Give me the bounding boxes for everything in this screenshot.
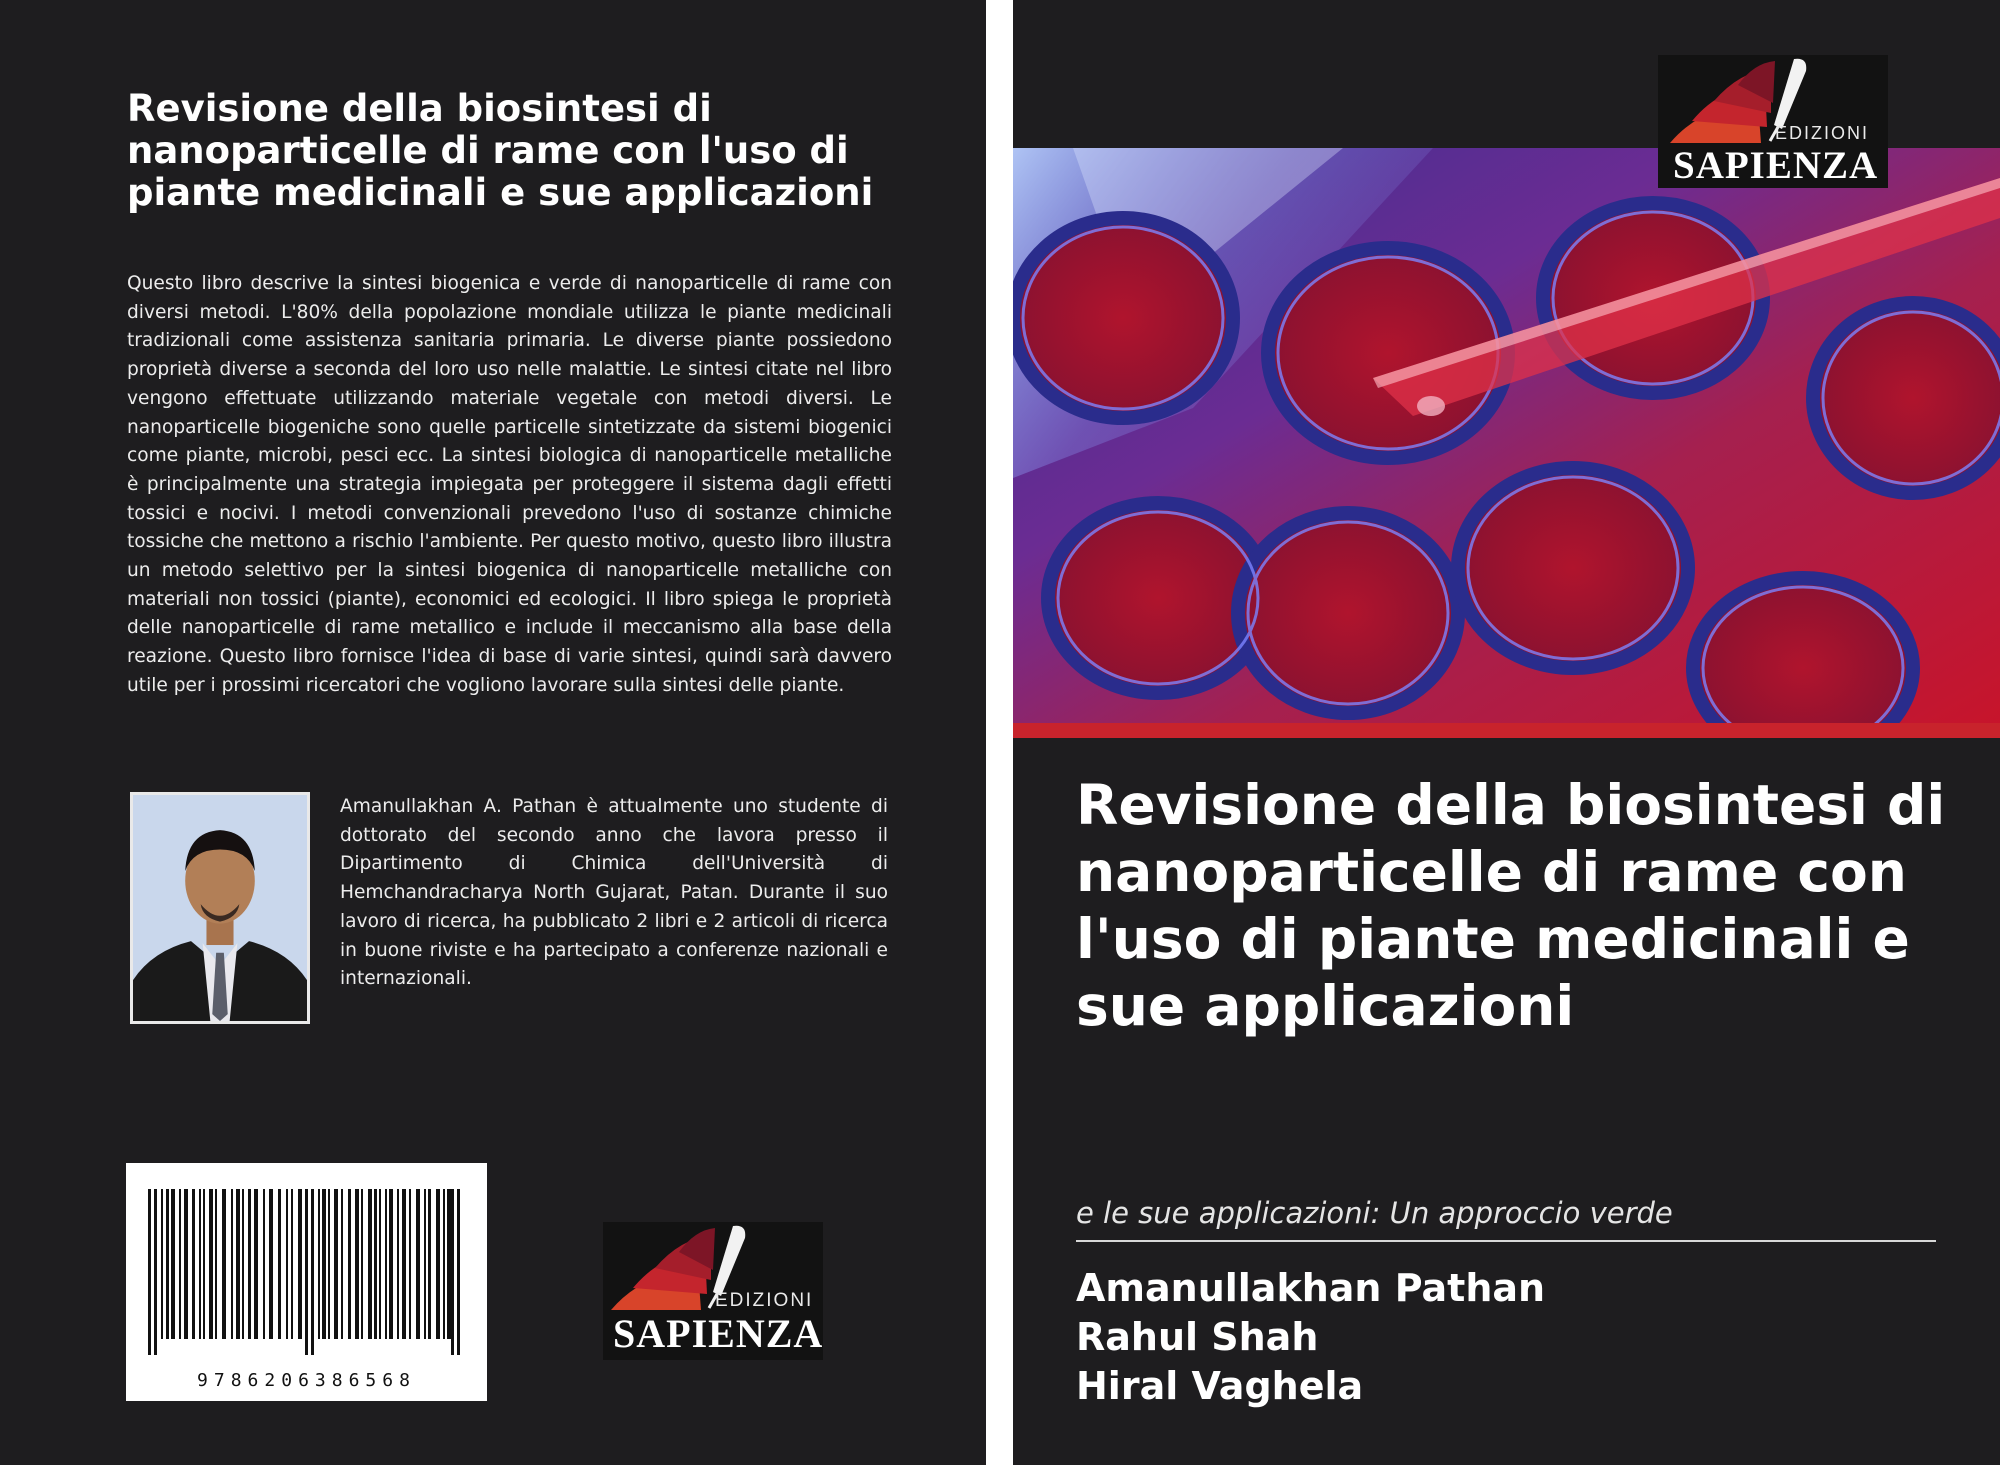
- barcode-digits: 9786206386568: [197, 1370, 416, 1391]
- barcode-bar: [451, 1189, 454, 1355]
- barcode-bar: [222, 1189, 226, 1339]
- author-name: Amanullakhan Pathan: [1076, 1266, 1546, 1310]
- publisher-imprint: EDIZIONI: [715, 1290, 814, 1311]
- barcode-bar: [199, 1189, 201, 1339]
- publisher-name: SAPIENZA: [1673, 144, 1879, 187]
- barcode-bar: [428, 1189, 431, 1339]
- barcode-bar: [389, 1189, 393, 1339]
- barcode-bar: [236, 1189, 240, 1339]
- barcode-bar: [192, 1189, 195, 1339]
- front-cover: [1013, 0, 2000, 1465]
- barcode-bar: [334, 1189, 338, 1339]
- barcode-bar: [254, 1189, 258, 1339]
- publisher-logo: [603, 1222, 823, 1360]
- barcode-bar: [328, 1189, 330, 1339]
- author-list: [1076, 1264, 1545, 1411]
- barcode-bar: [278, 1189, 281, 1339]
- barcode-bar: [203, 1189, 205, 1339]
- back-cover-title: Revisione della biosintesi di nanoparticelle di rame con l'uso di piante medicinali e sue applicazioni: [127, 87, 874, 214]
- cover-image-test-tubes: [1013, 148, 2000, 738]
- barcode-bar: [361, 1189, 363, 1339]
- publisher-name: SAPIENZA: [613, 1311, 824, 1356]
- barcode-bar: [161, 1189, 163, 1339]
- barcode-bar: [348, 1189, 351, 1339]
- barcode: [126, 1163, 487, 1401]
- author-bio: Amanullakhan A. Pathan è attualmente uno studente di dottorato del secondo anno che lavora presso il Dipartimento di Chimica dell'Università di Hemchandracharya North Gujarat, Patan. Durante il suo lavoro di ricerca, ha pubblicato 2 libri e 2 articoli di ricerca in buone riviste e ha partecipato a conferenze nazionali e internazionali.: [340, 796, 888, 990]
- barcode-bar: [436, 1189, 440, 1339]
- barcode-bar: [148, 1189, 151, 1355]
- barcode-bar: [263, 1189, 265, 1339]
- barcode-bar: [368, 1189, 372, 1339]
- barcode-bar: [457, 1189, 460, 1355]
- barcode-bar: [385, 1189, 387, 1339]
- barcode-bar: [166, 1189, 169, 1339]
- barcode-bar: [291, 1189, 293, 1339]
- barcode-bar: [355, 1189, 359, 1339]
- author-name: Rahul Shah: [1076, 1315, 1319, 1359]
- front-cover-subtitle: e le sue applicazioni: Un approccio verde: [1076, 1196, 1673, 1230]
- barcode-bar: [409, 1189, 411, 1339]
- barcode-bar: [215, 1189, 217, 1339]
- barcode-bar: [248, 1189, 251, 1339]
- back-cover: [0, 0, 986, 1465]
- barcode-bar: [374, 1189, 377, 1339]
- barcode-bar: [311, 1189, 314, 1355]
- barcode-bar: [402, 1189, 406, 1339]
- barcode-bar: [305, 1189, 308, 1355]
- barcode-bars: [126, 1163, 487, 1401]
- book-description: Questo libro descrive la sintesi biogenica e verde di nanoparticelle di rame con diversi metodi. L'80% della popolazione mondiale utilizza le piante medicinali tradizionali come assistenza sanitaria primaria. Le diverse piante possiedono proprietà diverse a seconda del loro uso nelle malattie. Le sintesi citate nel libro vengono effettuate utilizzando materiale vegetale con metodi diversi. Le nanoparticelle biogeniche sono quelle particelle sintetizzate da sistemi biogenici come piante, microbi, pesci ecc. La sintesi biologica di nanoparticelle metalliche è principalmente una strategia impiegata per proteggere il sistema dagli effetti tossici e nocivi. I metodi convenzionali prevedono l'uso di sostanze chimiche tossiche che mettono a rischio l'ambiente. Per questo motivo, questo libro illustra un metodo selettivo per la sintesi biogenica di nanoparticelle metalliche con materiali non tossici (piante), economici ed ecologici. Il libro spiega le proprietà delle nanoparticelle di rame metallico e include il meccanismo alla base della reazione. Questo libro fornisce l'idea di base di varie sintesi, quindi sarà davvero utile per i prossimi ricercatori che vogliono lavorare sulla sintesi delle piante.: [127, 273, 892, 696]
- barcode-bar: [171, 1189, 175, 1339]
- publisher-logo-front: [1658, 55, 1888, 188]
- barcode-bar: [341, 1189, 343, 1339]
- barcode-bar: [209, 1189, 213, 1339]
- barcode-bar: [443, 1189, 445, 1339]
- barcode-bar: [269, 1189, 273, 1339]
- barcode-bar: [416, 1189, 420, 1339]
- barcode-bar: [286, 1189, 288, 1339]
- barcode-bar: [184, 1189, 188, 1339]
- author-name: Hiral Vaghela: [1076, 1364, 1364, 1408]
- front-cover-title: Revisione della biosintesi di nanoparticelle di rame con l'uso di piante medicinali e sue applicazioni: [1076, 773, 1946, 1038]
- barcode-bar: [154, 1189, 157, 1355]
- publisher-imprint: EDIZIONI: [1775, 123, 1870, 143]
- barcode-bar: [397, 1189, 399, 1339]
- barcode-bar: [379, 1189, 381, 1339]
- barcode-bar: [179, 1189, 181, 1339]
- barcode-bar: [298, 1189, 302, 1339]
- barcode-bar: [322, 1189, 326, 1339]
- barcode-bar: [318, 1189, 320, 1339]
- subtitle-divider: [1076, 1240, 1936, 1242]
- barcode-bar: [447, 1189, 451, 1339]
- barcode-bar: [242, 1189, 244, 1339]
- author-photo: [130, 792, 310, 1024]
- barcode-bar: [424, 1189, 426, 1339]
- barcode-bar: [231, 1189, 233, 1339]
